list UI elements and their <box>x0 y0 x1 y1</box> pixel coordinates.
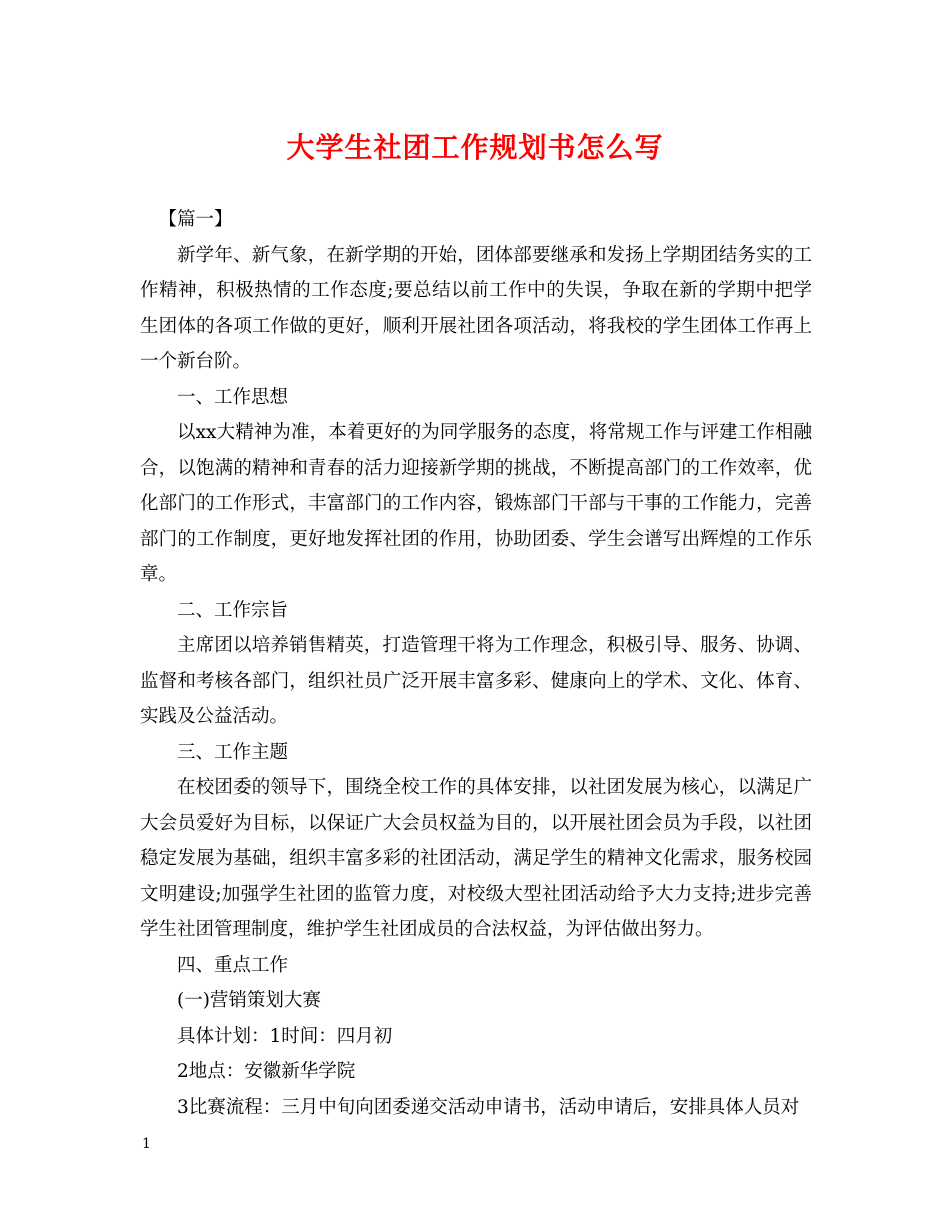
heading-work-theme: 三、工作主题 <box>177 741 289 763</box>
list-item-plan-time: 具体计划：1时间：四月初 <box>177 1025 393 1047</box>
document-body <box>140 202 812 1125</box>
page-number: 1 <box>142 1136 151 1152</box>
paragraph-work-theme: 在校团委的领导下，围绕全校工作的具体安排，以社团发展为核心，以满足广大会员爱好为目标，以保证广大会员权益为目的，以开展社团会员为手段，以社团稳定发展为基础，组织丰富多彩的社团活动，满足学生的精神文化需求，服务校园文明建设;加强学生社团的监管力度，对校级大型社团活动给予大力支持;进步完善学生社团管理制度，维护学生社团成员的合法权益，为评估做出努力。 <box>140 777 812 940</box>
heading-key-work: 四、重点工作 <box>177 954 289 976</box>
paragraph-work-purpose: 主席团以培养销售精英，打造管理干将为工作理念，积极引导、服务、协调、监督和考核各部门，组织社员广泛开展丰富多彩、健康向上的学术、文化、体育、实践及公益活动。 <box>140 635 812 727</box>
subheading-marketing-contest: (一)营销策划大赛 <box>177 990 321 1011</box>
list-item-process: 3比赛流程：三月中旬向团委递交活动申请书，活动申请后，安排具体人员对 <box>177 1096 800 1118</box>
paragraph-work-thought: 以xx大精神为准，本着更好的为同学服务的态度，将常规工作与评建工作相融合，以饱满的精神和青春的活力迎接新学期的挑战，不断提高部门的工作效率，优化部门的工作形式，丰富部门的工作内容，锻炼部门干部与干事的工作能力，完善部门的工作制度，更好地发挥社团的作用，协助团委、学生会谱写出辉煌的工作乐章。 <box>140 422 812 585</box>
document-title: 大学生社团工作规划书怎么写 <box>286 131 664 164</box>
section-label: 【篇一】 <box>158 209 233 230</box>
list-item-location: 2地点：安徽新华学院 <box>177 1061 356 1082</box>
heading-work-purpose: 二、工作宗旨 <box>177 599 289 621</box>
heading-work-thought: 一、工作思想 <box>177 386 289 408</box>
paragraph-intro: 新学年、新气象，在新学期的开始，团体部要继承和发扬上学期团结务实的工作精神，积极热情的工作态度;要总结以前工作中的失误，争取在新的学期中把学生团体的各项工作做的更好，顺利开展社团各项活动，将我校的学生团体工作再上一个新台阶。 <box>140 244 812 372</box>
